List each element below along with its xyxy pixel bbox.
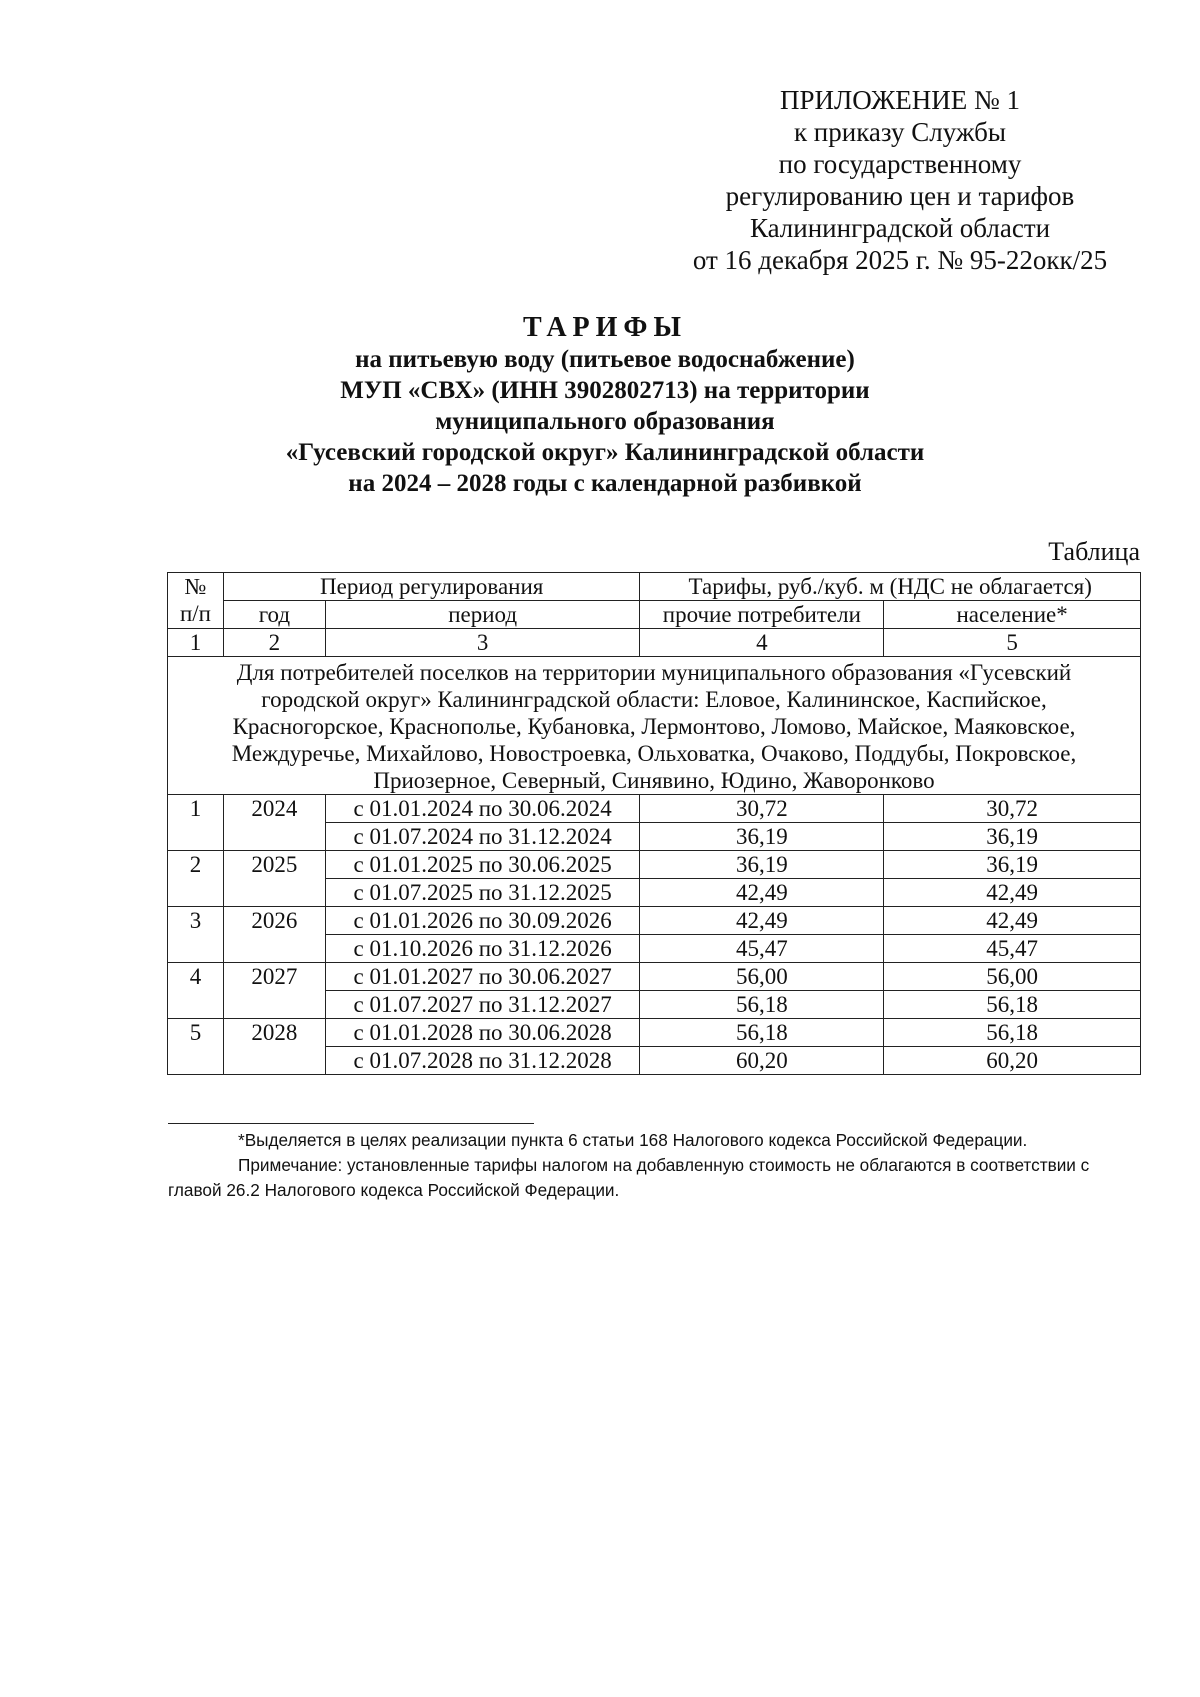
row-other-tariff: 60,20: [640, 1047, 884, 1075]
header-other-consumers: прочие потребители: [640, 601, 884, 629]
header-tariff-group: Тарифы, руб./куб. м (НДС не облагается): [640, 573, 1141, 601]
row-population-tariff: 56,00: [884, 963, 1141, 991]
header-num-line: п/п: [179, 601, 211, 626]
header-period: период: [325, 601, 640, 629]
header-year: год: [223, 601, 325, 629]
row-period: с 01.07.2025 по 31.12.2025: [325, 879, 640, 907]
row-other-tariff: 45,47: [640, 935, 884, 963]
appendix-line: регулированию цен и тарифов: [725, 181, 1075, 211]
header-population: население*: [884, 601, 1141, 629]
row-other-tariff: 42,49: [640, 879, 884, 907]
row-other-tariff: 36,19: [640, 823, 884, 851]
row-population-tariff: 36,19: [884, 823, 1141, 851]
row-year: 2026: [223, 907, 325, 963]
row-num: 1: [168, 795, 224, 851]
table-label: Таблица: [1048, 537, 1140, 566]
row-period: с 01.01.2025 по 30.06.2025: [325, 851, 640, 879]
row-num: 3: [168, 907, 224, 963]
row-population-tariff: 56,18: [884, 1019, 1141, 1047]
title-line: на 2024 – 2028 годы с календарной разбивкой: [348, 470, 862, 497]
header-row: [168, 573, 1141, 601]
row-num: 5: [168, 1019, 224, 1075]
footnote-note: Примечание: установленные тарифы налогом на добавленную стоимость не облагаются в соответствии с главой 26.2 Налогового кодекса Российской Федерации.: [168, 1155, 1090, 1200]
subheader-row: [168, 601, 1141, 629]
row-other-tariff: 42,49: [640, 907, 884, 935]
appendix-line: от 16 декабря 2025 г. № 95-22окк/25: [692, 245, 1108, 275]
table-row: [168, 795, 1141, 823]
row-period: с 01.01.2028 по 30.06.2028: [325, 1019, 640, 1047]
row-other-tariff: 30,72: [640, 795, 884, 823]
column-number: 1: [168, 629, 224, 657]
title-line: на питьевую воду (питьевое водоснабжение): [355, 346, 855, 373]
tariffs-table: [167, 572, 1141, 1075]
row-period: с 01.10.2026 по 31.12.2026: [325, 935, 640, 963]
table-row: [168, 963, 1141, 991]
footnote-divider: [168, 1123, 534, 1124]
row-year: 2024: [223, 795, 325, 851]
row-period: с 01.07.2027 по 31.12.2027: [325, 991, 640, 1019]
row-period: с 01.07.2028 по 31.12.2028: [325, 1047, 640, 1075]
row-population-tariff: 60,20: [884, 1047, 1141, 1075]
row-period: с 01.07.2024 по 31.12.2024: [325, 823, 640, 851]
column-number: 2: [223, 629, 325, 657]
row-period: с 01.01.2027 по 30.06.2027: [325, 963, 640, 991]
appendix-header: [640, 84, 1160, 276]
document-title: [140, 312, 1070, 499]
row-year: 2028: [223, 1019, 325, 1075]
column-number: 5: [884, 629, 1141, 657]
column-number: 3: [325, 629, 640, 657]
note-row: [168, 657, 1141, 795]
column-number-row: [168, 629, 1141, 657]
row-year: 2025: [223, 851, 325, 907]
row-population-tariff: 30,72: [884, 795, 1141, 823]
appendix-line: к приказу Службы: [793, 117, 1007, 147]
column-number: 4: [640, 629, 884, 657]
row-other-tariff: 56,18: [640, 1019, 884, 1047]
footnotes: [168, 1128, 1143, 1203]
header-num: [168, 573, 224, 629]
row-other-tariff: 56,18: [640, 991, 884, 1019]
table-row: [168, 1019, 1141, 1047]
row-year: 2027: [223, 963, 325, 1019]
main-title: ТАРИФЫ: [523, 312, 687, 343]
row-num: 2: [168, 851, 224, 907]
appendix-line: Калининградской области: [749, 213, 1051, 243]
title-line: «Гусевский городской округ» Калининградской области: [285, 439, 925, 466]
table-row: [168, 851, 1141, 879]
row-period: с 01.01.2026 по 30.09.2026: [325, 907, 640, 935]
title-line: муниципального образования: [435, 408, 775, 435]
row-period: с 01.01.2024 по 30.06.2024: [325, 795, 640, 823]
row-population-tariff: 36,19: [884, 851, 1141, 879]
row-population-tariff: 42,49: [884, 879, 1141, 907]
title-line: МУП «СВХ» (ИНН 3902802713) на территории: [340, 377, 870, 404]
appendix-line: по государственному: [778, 149, 1022, 179]
table-row: [168, 907, 1141, 935]
header-period-group: Период регулирования: [223, 573, 640, 601]
row-population-tariff: 42,49: [884, 907, 1141, 935]
appendix-line: ПРИЛОЖЕНИЕ № 1: [779, 85, 1021, 115]
footnote-asterisk: *Выделяется в целях реализации пункта 6 статьи 168 Налогового кодекса Российской Федерации.: [238, 1130, 1028, 1150]
row-population-tariff: 56,18: [884, 991, 1141, 1019]
row-num: 4: [168, 963, 224, 1019]
header-num-line: №: [184, 574, 207, 599]
row-other-tariff: 56,00: [640, 963, 884, 991]
consumers-note: Для потребителей поселков на территории муниципального образования «Гусевский городской округ» Калининградской области: Еловое, Калининское, Каспийское, Красногорское, Краснополье, Кубановка, Лермонтово, Ломово, Майское, Маяковское, Междуречье, Михайлово, Новостроевка, Ольховатка, Очаково, Поддубы, Покровское, Приозерное, Северный, Синявино, Юдино, Жаворонково: [168, 657, 1141, 795]
row-population-tariff: 45,47: [884, 935, 1141, 963]
row-other-tariff: 36,19: [640, 851, 884, 879]
